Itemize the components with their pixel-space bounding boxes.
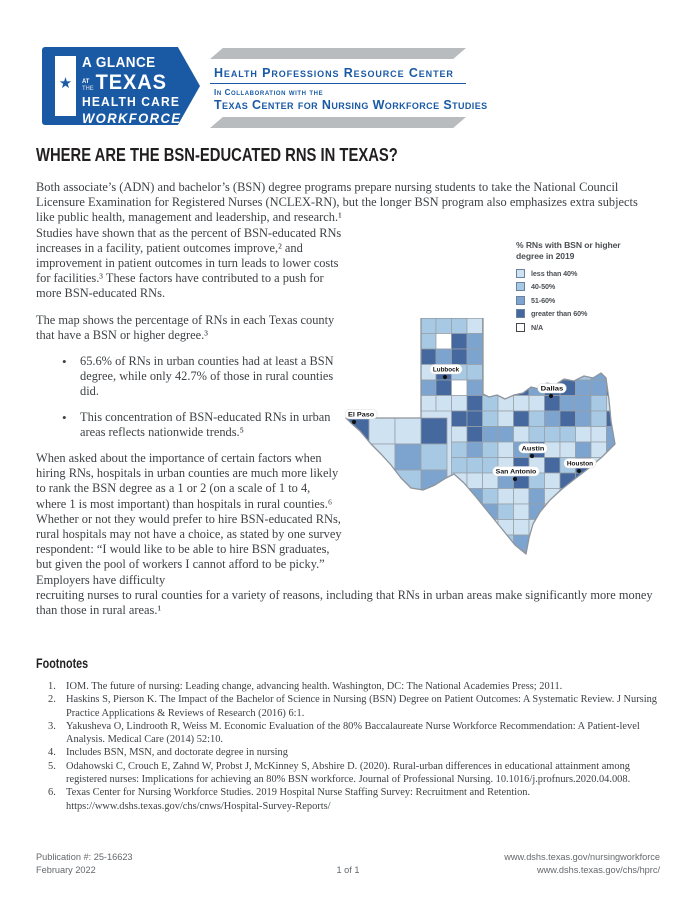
texas-map-block xyxy=(340,238,692,570)
legend-label: 40-50% xyxy=(531,282,556,292)
footnote-number: 4. xyxy=(48,747,56,759)
footnotes-section xyxy=(36,656,664,813)
footnote-text: Includes BSN, MSN, and doctorate degree in nursing xyxy=(66,747,288,759)
svg-text:Lubbock: Lubbock xyxy=(432,366,460,374)
legend-label: less than 40% xyxy=(531,268,578,278)
legend-label: greater than 60% xyxy=(531,309,588,319)
gray-bar-top xyxy=(210,48,466,59)
legend-label: 51-60% xyxy=(531,295,556,305)
publication-number: Publication #: 25-16623 xyxy=(36,852,133,862)
footnote-text: IOM. The future of nursing: Leading change, advancing health. Washington, DC: The National Academies Press; 2011. xyxy=(66,681,563,692)
bullet-list xyxy=(36,354,342,440)
glance-logo xyxy=(42,47,200,125)
footnote-text: Haskins S, Pierson K. The Impact of the Bachelor of Science in Nursing (BSN) Degree on Patient Outcomes: A Systematic Review. J Nursing Practice Applications & Reviews of Research (2016) 6:1. xyxy=(66,694,658,719)
footnotes-list xyxy=(36,680,664,813)
paragraph-1-full: Both associate’s (ADN) and bachelor’s (BSN) degree programs prepare nursing students to take the National Council Licensure Examination for Registered Nurses (NCLEX-RN), but the longer BSN program also emphasizes extra subjects xyxy=(36,180,638,210)
texas-county-choropleth-map xyxy=(343,318,691,568)
logo-at-the: AT THE xyxy=(82,77,94,92)
logo-health-care: HEALTH CARE xyxy=(82,94,181,109)
star-icon: ★ xyxy=(58,76,73,92)
logo-a-glance: A GLANCE xyxy=(82,55,156,71)
tcnws-title: Texas Center for Nursing Workforce Studies xyxy=(214,98,488,112)
footnote-item xyxy=(36,693,664,720)
logo-texas: TEXAS xyxy=(95,69,167,94)
legend-swatch xyxy=(516,282,525,291)
svg-text:Dallas: Dallas xyxy=(540,385,564,393)
hprc-title: Health Professions Resource Center xyxy=(210,59,466,84)
footnote-number: 2. xyxy=(48,694,56,706)
footer-right xyxy=(360,851,661,877)
footnote-item xyxy=(36,760,664,787)
logo-text xyxy=(82,56,181,125)
svg-text:San Antonio: San Antonio xyxy=(495,468,537,476)
footnotes-heading: Footnotes xyxy=(36,656,89,671)
footnote-number: 6. xyxy=(48,787,56,799)
logo-texas-row xyxy=(82,69,181,94)
legend-swatch xyxy=(516,296,525,305)
footnote-number: 5. xyxy=(48,760,56,772)
svg-text:El Paso: El Paso xyxy=(348,411,375,419)
org-header xyxy=(210,48,488,128)
footnote-text: Odahowski C, Crouch E, Zahnd W, Probst J, McKinney S, Abshire D. (2020). Rural-urban differences in educational attainment among registered nurses: Implications for achieving an 80% BSN workforce. Journal of Professional Nursing. 10.1016/j.profnurs.2020.04.008. xyxy=(66,760,631,786)
bullet-item: • This concentration of BSN-educated RNs in urban areas reflects nationwide trends.⁵ xyxy=(36,410,342,440)
footnote-number: 1. xyxy=(48,681,56,692)
footnote-number: 3. xyxy=(48,720,56,732)
paragraph-1-narrow: like public health, management and leadership, and research.¹ Studies have shown that as the percent of BSN-educated RNs increases in a facility, patient outcomes improve,² and improvement in patient outcomes in turn leads to lower costs for facilities.³ These factors have contributed to a push for more BSN-educated RNs. xyxy=(36,210,342,301)
footnote-item xyxy=(36,720,664,747)
paragraph-3-narrow: When asked about the importance of certain factors when hiring RNs, hospitals in urban counties are much more likely to rank the BSN degree as a 1 or 2 (on a scale of 1 to 4, where 1 is most important) than hospitals in rural counties.⁶ Whether or not they would prefer to hire BSN-educated RNs, rural hospitals may not have a choice, as stated by one survey respondent: “I would like to be able to hire BSN graduates, but given the pool of workers I cannot afford to be picky.” Employers have difficulty xyxy=(36,451,342,587)
paragraph-2: The map shows the percentage of RNs in each Texas county that have a BSN or higher degree.³ xyxy=(36,312,335,342)
footer-left xyxy=(36,851,337,877)
page-footer xyxy=(36,851,660,877)
legend-label: N/A xyxy=(531,323,544,333)
legend-title: % RNs with BSN or higher degree in 2019 xyxy=(516,240,621,262)
logo-workforce: WORKFORCE xyxy=(82,110,182,126)
footnote-text: Yakusheva O, Lindrooth R, Weiss M. Economic Evaluation of the 80% Baccalaureate Nurse Workforce Recommendation: A Patient-level Analysis. Medical Care (2014) 52:10. xyxy=(66,720,640,746)
page-number: 1 of 1 xyxy=(336,865,360,875)
legend-swatch xyxy=(516,269,525,278)
footnote-item xyxy=(36,786,664,813)
collab-line: In Collaboration with the xyxy=(214,88,324,97)
svg-text:Austin: Austin xyxy=(521,445,545,453)
left-column xyxy=(36,210,342,587)
footer-url-hprc[interactable]: www.dshs.texas.gov/chs/hprc/ xyxy=(536,865,660,875)
legend-item xyxy=(516,280,666,294)
footnote-text: Texas Center for Nursing Workforce Studies. 2019 Hospital Nurse Staffing Survey: Recruitment and Retention. https://www.dshs.texas.gov/chs/cnws/Hospital-Survey-Reports/ xyxy=(66,787,531,812)
footer-url-nursingworkforce[interactable]: www.dshs.texas.gov/nursingworkforce xyxy=(504,852,660,862)
legend-item xyxy=(516,266,666,280)
page-title: WHERE ARE THE BSN-EDUCATED RNS IN TEXAS? xyxy=(36,144,398,165)
footnote-item xyxy=(36,746,664,759)
svg-text:Houston: Houston xyxy=(566,460,594,468)
legend-item xyxy=(516,294,666,308)
bullet-item: • 65.6% of RNs in urban counties had at least a BSN degree, while only 42.7% of those in rural counties did. xyxy=(36,354,342,400)
paragraph-3-full: recruiting nurses to rural counties for a variety of reasons, including that RNs in urban areas make significantly more money than those in rural areas.¹ xyxy=(36,587,653,618)
footnote-item xyxy=(36,680,664,693)
gray-bar-bottom xyxy=(210,117,466,128)
publication-date: February 2022 xyxy=(36,865,96,875)
